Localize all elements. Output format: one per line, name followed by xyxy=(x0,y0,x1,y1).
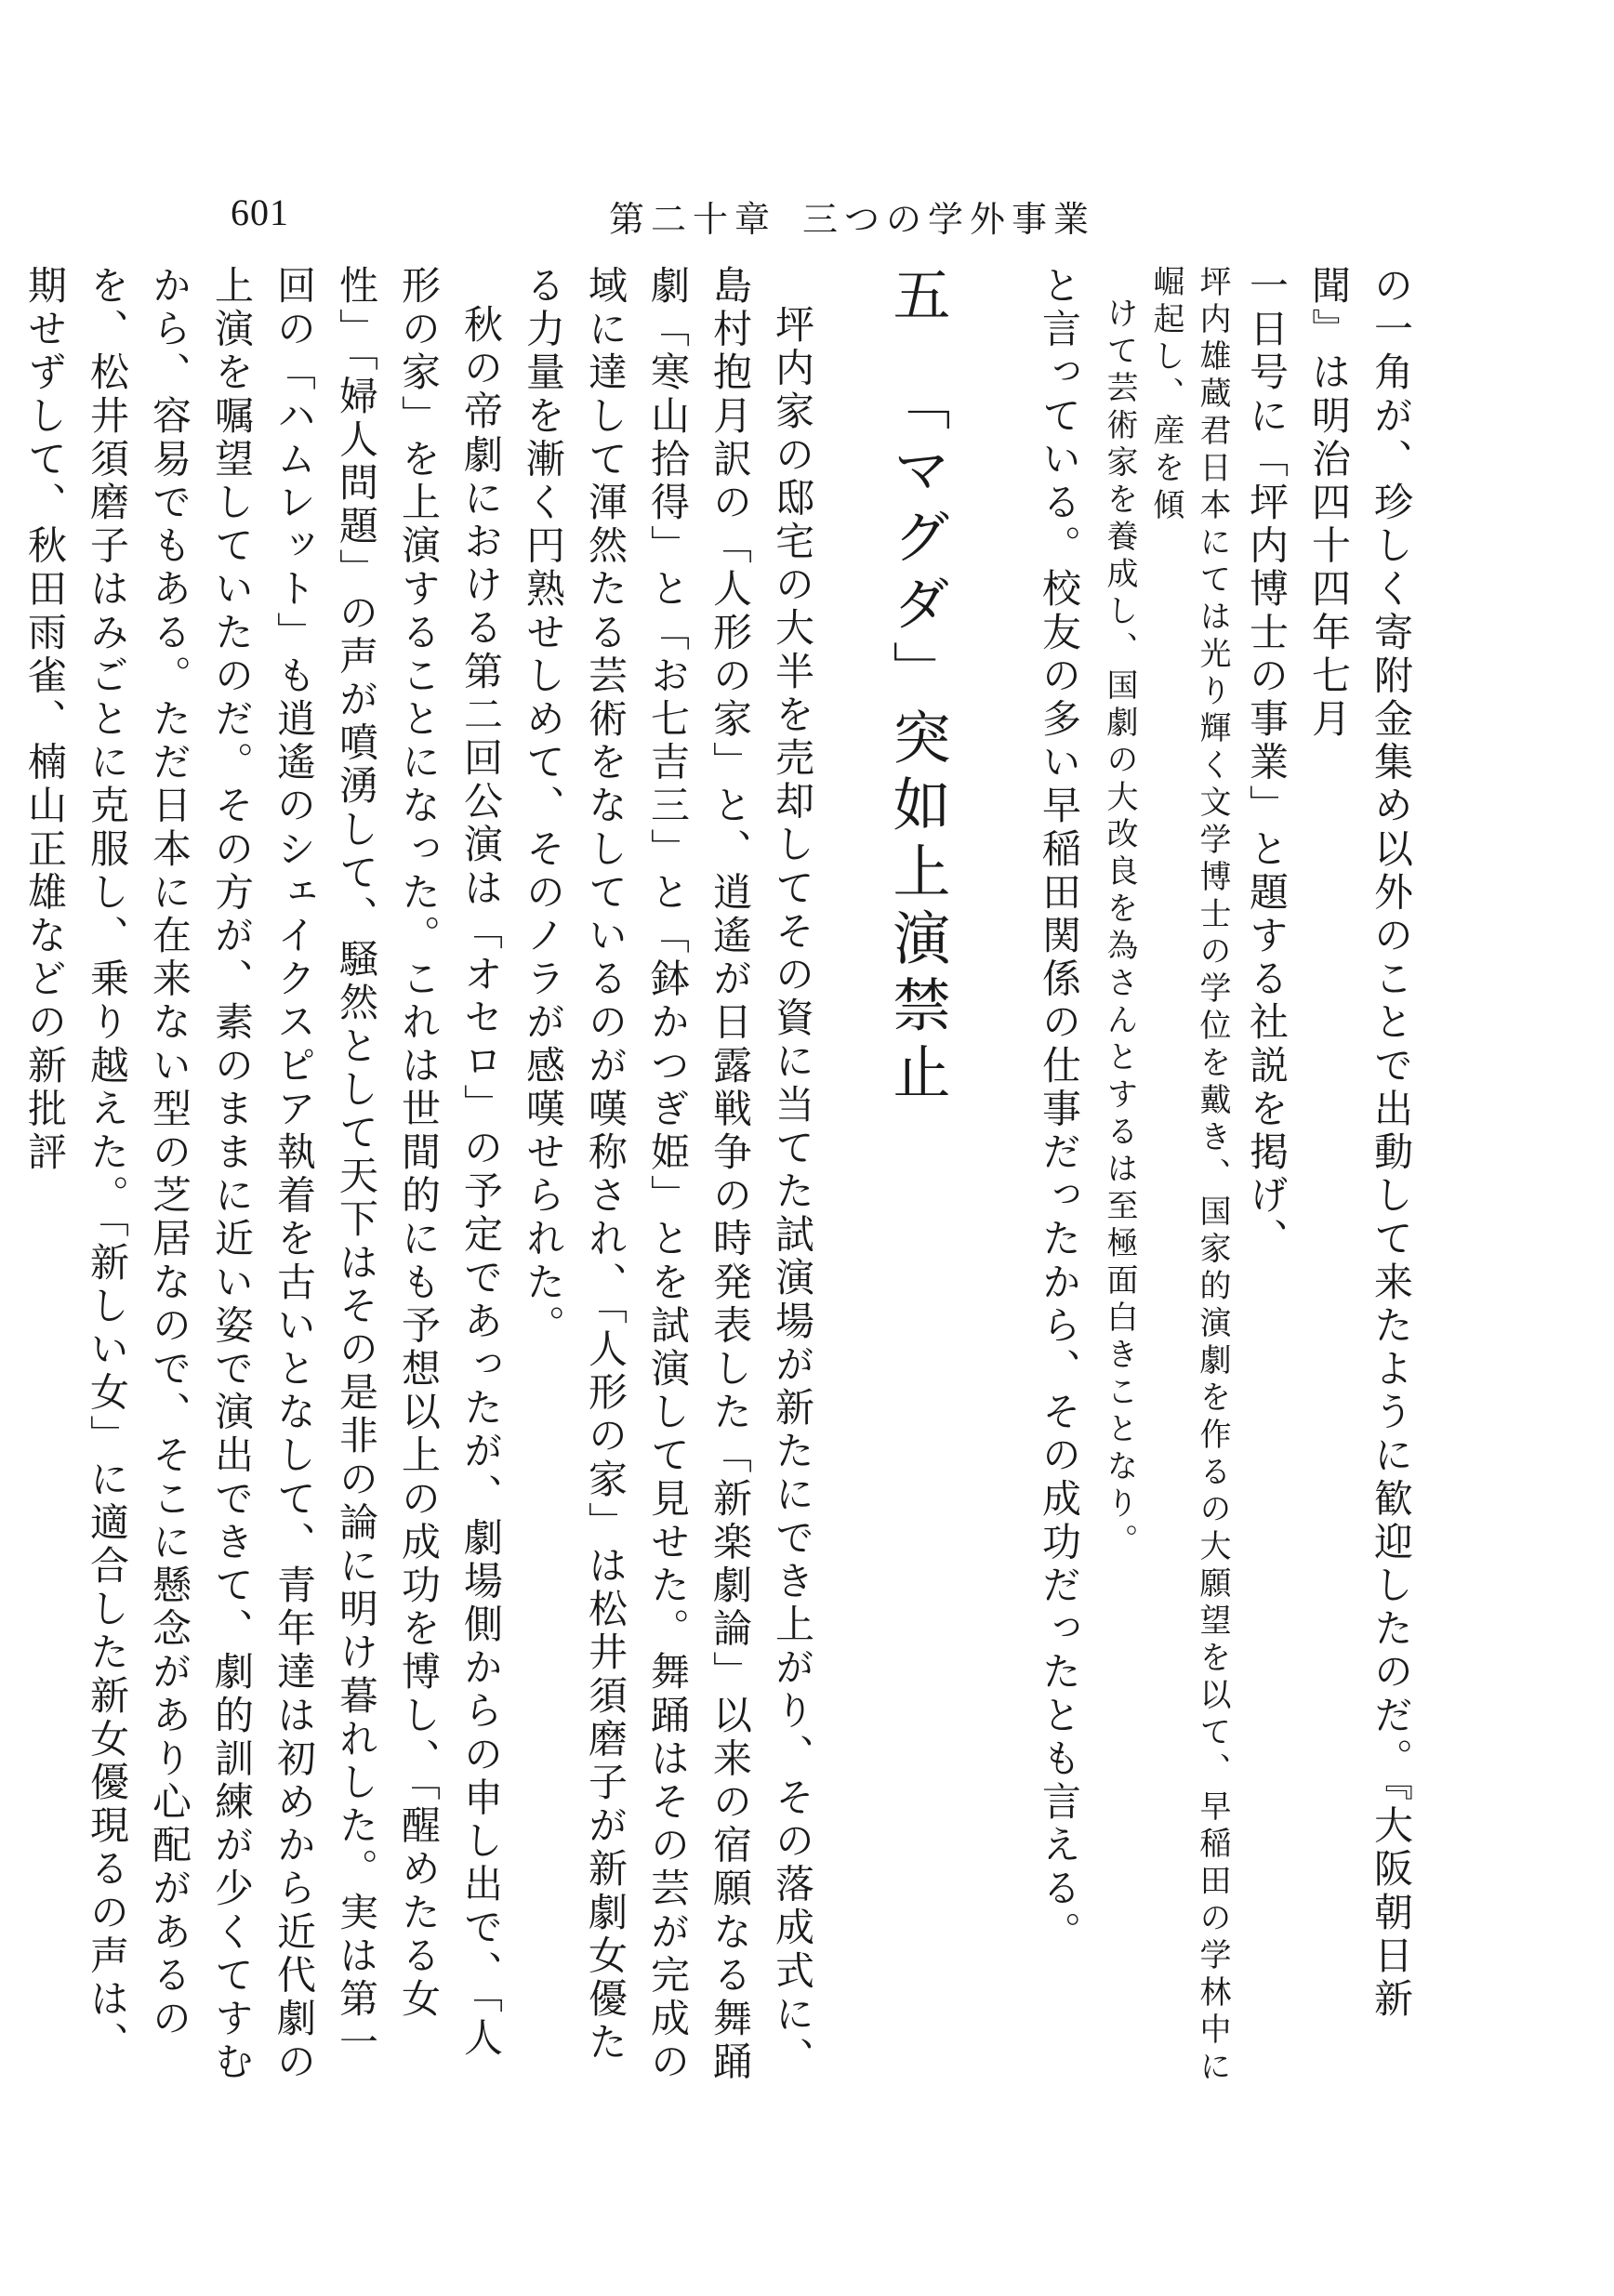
block-quote xyxy=(1096,265,1236,2087)
header-chapter: 第二十章 xyxy=(609,199,777,240)
paragraph: 坪内家の邸宅の大半を売却してその資に当てた試演場が新たにでき上がり、その落成式に、島村抱月訳の「人形の家」と、逍遙が日露戦争の時発表した「新楽劇論」以来の宿願なる舞踊劇「寒山拾得」と「お七吉三」と「鉢かつぎ姫」とを試演して見せた。舞踊はその芸が完成の域に達して渾然たる芸術をなしているのが嘆称され、「人形の家」は松井須磨子が新劇女優たる力量を漸く円熟せしめて、そのノラが感嘆せられた。 xyxy=(521,265,815,2085)
body-text xyxy=(22,265,1422,2087)
quote-line: けて芸術家を養成し、国劇の大改良を為さんとするは至極面白きことなり。 xyxy=(1101,297,1138,1561)
header-chapter-title: 三つの学外事業 xyxy=(802,199,1096,240)
running-header xyxy=(609,191,1095,242)
section-number: 五 xyxy=(883,265,951,332)
paragraph: と言っている。校友の多い早稲田関係の仕事だったから、その成功だったとも言える。 xyxy=(1037,265,1082,1955)
section-title: 「マグダ」突如上演禁止 xyxy=(883,373,951,1109)
paragraph-continuation xyxy=(1236,265,1422,2087)
paragraph-line: 一日号に「坪内博士の事業」と題する社説を掲げ、 xyxy=(1244,265,1290,1261)
page-number: 601 xyxy=(231,191,289,233)
paragraph-line: の一角が、珍しく寄附金集め以外のことで出動して来たように歓迎したのだ。『大阪朝日新聞』は明治四十四年七月 xyxy=(1306,265,1414,2022)
section-heading xyxy=(842,265,991,2087)
quote-line: 坪内雄蔵君日本にては光り輝く文学博士の学位を戴き、国家的演劇を作るの大願望を以て、早稲田の学林中に崛起し、産を傾 xyxy=(1147,265,1231,2087)
paragraph: 秋の帝劇における第二回公演は「オセロ」の予定であったが、劇場側からの申し出で、「人形の家」を上演することになった。これは世間的にも予想以上の成功を博し、「醒めたる女性」「婦人問題」の声が噴湧して、騒然として天下はその是非の論に明け暮れした。実は第一回の「ハムレット」も逍遙のシェイクスピア執着を古いとなして、青年達は初めから近代劇の上演を嘱望していたのだ。その方が、素のままに近い姿で演出できて、劇的訓練が少くてすむから、容易でもある。ただ日本に在来ない型の芝居なので、そこに懸念があり心配があるのを、松井須磨子はみごとに克服し、乗り越えた。「新しい女」に適合した新女優現るの声は、期せずして、秋田雨雀、楠山正雄などの新批評 xyxy=(22,265,504,2085)
